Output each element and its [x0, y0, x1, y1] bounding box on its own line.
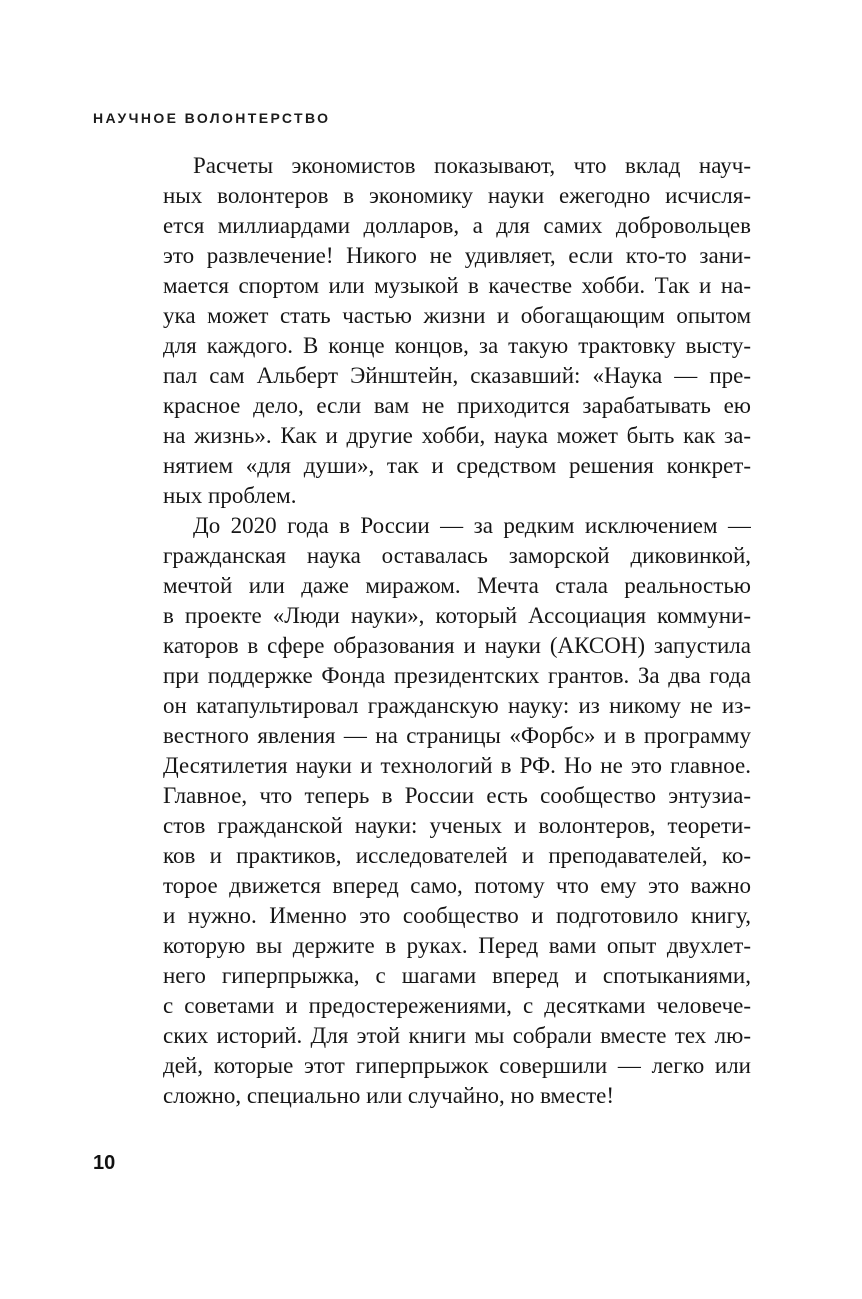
text-line: каторов в сфере образования и науки (АКСОН) запустила	[163, 633, 751, 658]
text-line: ских историй. Для этой книги мы собрали вместе тех лю-	[163, 1023, 751, 1048]
running-header: НАУЧНОЕ ВОЛОНТЕРСТВО	[93, 110, 331, 126]
text-line: Расчеты экономистов показывают, что вклад науч-	[193, 153, 751, 178]
page-number: 10	[93, 1152, 116, 1174]
text-line: дей, которые этот гиперпрыжок совершили — легко или	[163, 1053, 751, 1078]
text-line: он катапультировал гражданскую науку: из никому не из-	[163, 693, 751, 718]
paragraph	[163, 511, 751, 1111]
text-line: мечтой или даже миражом. Мечта стала реальностью	[163, 573, 751, 598]
text-line: красное дело, если вам не приходится зарабатывать ею	[163, 393, 751, 418]
text-line: для каждого. В конце концов, за такую трактовку высту-	[163, 333, 751, 358]
text-line: на жизнь». Как и другие хобби, наука может быть как за-	[163, 423, 751, 448]
text-line: пал сам Альберт Эйнштейн, сказавший: «Наука — пре-	[163, 363, 751, 388]
text-line: и нужно. Именно это сообщество и подготовило книгу,	[163, 903, 751, 928]
text-line: ных проблем.	[163, 483, 297, 508]
text-line: это развлечение! Никого не удивляет, если кто-то зани-	[163, 243, 751, 268]
text-line: с советами и предостережениями, с десятками человече-	[163, 993, 751, 1018]
text-line: торое движется вперед само, потому что ему это важно	[163, 873, 751, 898]
text-line: стов гражданской науки: ученых и волонтеров, теорети-	[163, 813, 751, 838]
text-line: сложно, специально или случайно, но вместе!	[163, 1083, 615, 1108]
text-line: гражданская наука оставалась заморской диковинкой,	[163, 543, 751, 568]
text-line: при поддержке Фонда президентских грантов. За два года	[163, 663, 751, 688]
text-line: вестного явления — на страницы «Форбс» и в программу	[163, 723, 751, 748]
text-line: нятием «для души», так и средством решения конкрет-	[163, 453, 751, 478]
paragraph	[163, 151, 751, 511]
text-line: ется миллиардами долларов, а для самих добровольцев	[163, 213, 751, 238]
text-line: ука может стать частью жизни и обогащающим опытом	[163, 303, 751, 328]
text-line: которую вы держите в руках. Перед вами опыт двухлет-	[163, 933, 751, 958]
text-line: него гиперпрыжка, с шагами вперед и спотыканиями,	[163, 963, 751, 988]
text-line: ков и практиков, исследователей и преподавателей, ко-	[163, 843, 751, 868]
text-line: мается спортом или музыкой в качестве хобби. Так и на-	[163, 273, 751, 298]
text-line: ных волонтеров в экономику науки ежегодно исчисля-	[163, 183, 751, 208]
text-line: Главное, что теперь в России есть сообщество энтузиа-	[163, 783, 751, 808]
text-line: в проекте «Люди науки», который Ассоциация коммуни-	[163, 603, 751, 628]
body-text	[163, 151, 751, 1111]
text-line: Десятилетия науки и технологий в РФ. Но не это главное.	[163, 753, 751, 778]
text-line: До 2020 года в России — за редким исключением —	[193, 513, 751, 538]
